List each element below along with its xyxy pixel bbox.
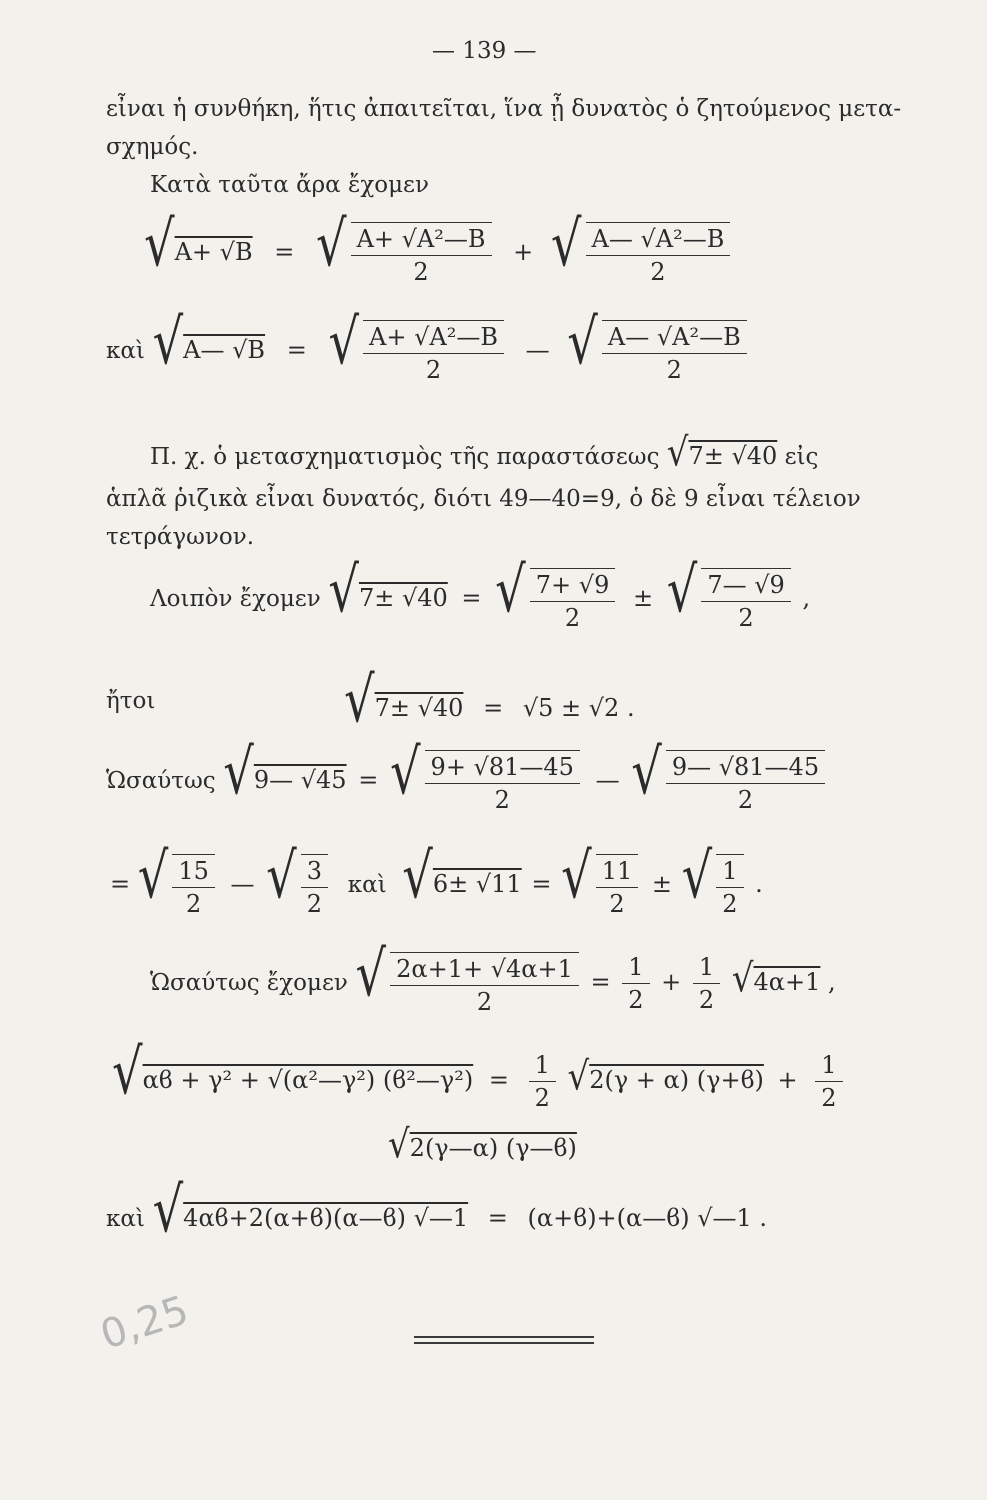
radical-sign: √ [550, 207, 582, 281]
equation-7 [150, 937, 836, 1016]
eq3-equals: = [461, 584, 482, 612]
eq3-end: , [802, 584, 811, 612]
eq4-equals: = [483, 694, 504, 722]
eq7-numerator: 2α+1+ √4α+1 [390, 955, 579, 986]
eq1-operator: + [513, 238, 534, 266]
radical-sign: √ [328, 553, 359, 627]
eq6-frac3-numerator: 11 [596, 857, 639, 888]
eq2-term1-numerator: A+ √A²—B [363, 323, 504, 354]
eq6-frac2-denominator: 2 [306, 889, 323, 918]
eq2-lhs: A— √B [183, 336, 266, 364]
eq6-frac3 [596, 854, 639, 918]
radical-sign: √ [112, 1035, 143, 1109]
eq2-operator: — [525, 336, 550, 364]
radical-sign: √ [731, 956, 754, 1002]
radical-sign: √ [567, 305, 598, 379]
radical-sign: √ [328, 305, 360, 379]
intro-line-2: σχημός. [106, 134, 199, 160]
eq1-term2 [586, 222, 731, 286]
eq8-half-1-denominator: 2 [534, 1084, 550, 1112]
eq6-frac3-denominator: 2 [609, 889, 625, 918]
radical-sign: √ [152, 305, 184, 379]
eq8-radicand-1: 2(γ + α) (γ+ϐ) [589, 1066, 764, 1094]
intro-line-1: εἶναι ἡ συνθήκη, ἥτις ἀπαιτεῖται, ἵνα ᾖ δυνατὸς ὁ ζητούμενος μετα- [106, 96, 902, 122]
eq7-half-1-denominator: 2 [628, 986, 644, 1014]
eq1-equals: = [274, 238, 295, 266]
example-line-2: ἁπλᾶ ῥιζικὰ εἶναι δυνατός, διότι 49—40=9, ὁ δὲ 9 εἶναι τέλειον [106, 486, 861, 512]
radical-sign: √ [389, 735, 421, 809]
eq1-term1-denominator: 2 [413, 257, 429, 286]
equation-1 [144, 207, 734, 286]
eq2-term1-denominator: 2 [425, 355, 442, 384]
equation-9 [106, 1173, 768, 1247]
example-line-1 [150, 430, 819, 476]
radical-sign: √ [315, 207, 347, 281]
eq4-prefix: ἤτοι [106, 688, 156, 714]
radical-sign: √ [631, 735, 662, 809]
radical-sign: √ [388, 1122, 410, 1168]
radical-sign: √ [144, 207, 175, 281]
eq6-frac4-numerator: 1 [716, 857, 743, 888]
radical-sign: √ [561, 839, 592, 913]
eq4-rhs: √5 ± √2 . [522, 694, 635, 722]
eq3-term2 [701, 568, 790, 632]
eq7-half-1-numerator: 1 [622, 953, 649, 984]
eq8-equals: = [488, 1066, 509, 1094]
eq8-lhs: αϐ + γ² + √(α²—γ²) (ϐ²—γ²) [142, 1066, 474, 1094]
eq2-term1 [363, 320, 504, 384]
radical-sign: √ [266, 839, 297, 913]
eq6-operator-1: — [230, 870, 255, 898]
eq6-frac4 [716, 854, 743, 918]
eq7-half-2-numerator: 1 [693, 953, 720, 984]
example-line-1-end: εἰς [784, 444, 819, 470]
eq7-radicand: 4α+1 [753, 968, 821, 996]
eq8-half-1-numerator: 1 [529, 1051, 556, 1082]
eq5-operator: — [595, 766, 620, 794]
eq1-term2-denominator: 2 [650, 257, 666, 286]
eq8-plus: + [777, 1066, 798, 1094]
eq3-operator: ± [632, 584, 654, 612]
eq3-prefix: Λοιπὸν ἔχομεν [150, 586, 321, 612]
eq7-fraction [390, 952, 579, 1016]
eq7-prefix: Ὡσαύτως ἔχομεν [150, 970, 348, 996]
eq6-equals-2: = [531, 870, 552, 898]
equation-8 [112, 1035, 847, 1112]
eq8-half-2-numerator: 1 [815, 1051, 842, 1082]
eq6-frac1 [172, 854, 215, 918]
eq8-radicand-2: 2(γ—α) (γ—ϐ) [409, 1134, 577, 1162]
eq2-term2-numerator: A— √A²—B [602, 323, 747, 354]
eq7-denominator: 2 [476, 987, 493, 1016]
example-line-1-text: Π. χ. ὁ μετασχηματισμὸς τῆς παραστάσεως [150, 444, 660, 470]
intro-line-3: Κατὰ ταῦτα ἄρα ἔχομεν [150, 172, 429, 198]
eq5-prefix: Ὡσαύτως [106, 768, 216, 794]
eq4-lhs: 7± √40 [374, 694, 464, 722]
radical-sign: √ [137, 839, 169, 913]
equation-3 [150, 553, 811, 632]
radical-sign: √ [152, 1173, 184, 1247]
radical-sign: √ [402, 839, 433, 913]
eq2-prefix: καὶ [106, 338, 145, 364]
eq8-continuation [388, 1122, 577, 1168]
eq5-term2-denominator: 2 [737, 785, 754, 814]
eq1-lhs: A+ √B [174, 238, 253, 266]
eq6-frac1-numerator: 15 [172, 857, 215, 888]
eq9-equals: = [487, 1204, 508, 1232]
eq6-operator-2: ± [651, 870, 672, 898]
eq7-plus: + [661, 968, 682, 996]
radical-sign: √ [223, 735, 254, 809]
closing-rule-bottom [414, 1342, 594, 1344]
eq6-lhs2: 6± √11 [432, 870, 522, 898]
eq2-term2 [602, 320, 747, 384]
eq7-half-2-denominator: 2 [698, 986, 715, 1014]
example-expression: 7± √40 [688, 442, 778, 470]
radical-sign: √ [666, 553, 698, 627]
eq6-frac4-denominator: 2 [722, 889, 738, 918]
eq3-term1-numerator: 7+ √9 [530, 571, 616, 602]
eq6-frac2 [301, 854, 328, 918]
eq7-half-1 [622, 953, 649, 1014]
eq5-term1-numerator: 9+ √81—45 [425, 753, 580, 784]
eq3-term1-denominator: 2 [564, 603, 581, 632]
eq8-half-2-denominator: 2 [821, 1084, 837, 1112]
eq5-term2 [666, 750, 825, 814]
eq3-term2-numerator: 7— √9 [701, 571, 790, 602]
radical-sign: √ [567, 1054, 590, 1100]
eq5-term2-numerator: 9— √81—45 [666, 753, 825, 784]
eq6-end: . [755, 870, 763, 898]
eq6-frac1-denominator: 2 [185, 889, 202, 918]
eq6-equals: = [110, 870, 131, 898]
equation-5 [106, 735, 829, 814]
radical-sign: √ [495, 553, 526, 627]
radical-sign: √ [666, 430, 689, 476]
radical-sign: √ [681, 839, 713, 913]
eq5-equals: = [358, 766, 379, 794]
pencil-annotation: 0,25 [95, 1287, 194, 1359]
eq3-lhs: 7± √40 [358, 584, 448, 612]
eq5-term1 [425, 750, 580, 814]
radical-sign: √ [355, 937, 387, 1011]
eq5-lhs: 9— √45 [253, 766, 347, 794]
eq1-term1-numerator: A+ √A²—B [351, 225, 492, 256]
eq9-lhs: 4αϐ+2(α+ϐ)(α—ϐ) √—1 [183, 1204, 469, 1232]
eq8-half-1 [529, 1051, 556, 1112]
eq1-term2-numerator: A— √A²—B [586, 225, 731, 256]
eq5-term1-denominator: 2 [494, 785, 510, 814]
eq6-and: καὶ [347, 872, 387, 898]
eq2-term2-denominator: 2 [666, 355, 682, 384]
eq3-term2-denominator: 2 [738, 603, 754, 632]
example-line-3: τετράγωνον. [106, 524, 255, 550]
eq7-end: , [828, 968, 836, 996]
eq7-half-2 [693, 953, 720, 1014]
equation-6 [110, 839, 763, 918]
eq2-equals: = [286, 336, 307, 364]
equation-4 [344, 663, 635, 737]
eq3-term1 [530, 568, 616, 632]
eq8-half-2 [815, 1051, 842, 1112]
eq9-prefix: καὶ [106, 1206, 145, 1232]
equation-2 [106, 305, 751, 384]
eq7-equals: = [590, 968, 611, 996]
eq6-frac2-numerator: 3 [301, 857, 328, 888]
eq1-term1 [351, 222, 492, 286]
page-number: — 139 — [432, 38, 537, 64]
closing-rule-top [414, 1336, 594, 1338]
eq9-rhs: (α+ϐ)+(α—ϐ) √—1 . [527, 1204, 768, 1232]
radical-sign: √ [344, 663, 375, 737]
